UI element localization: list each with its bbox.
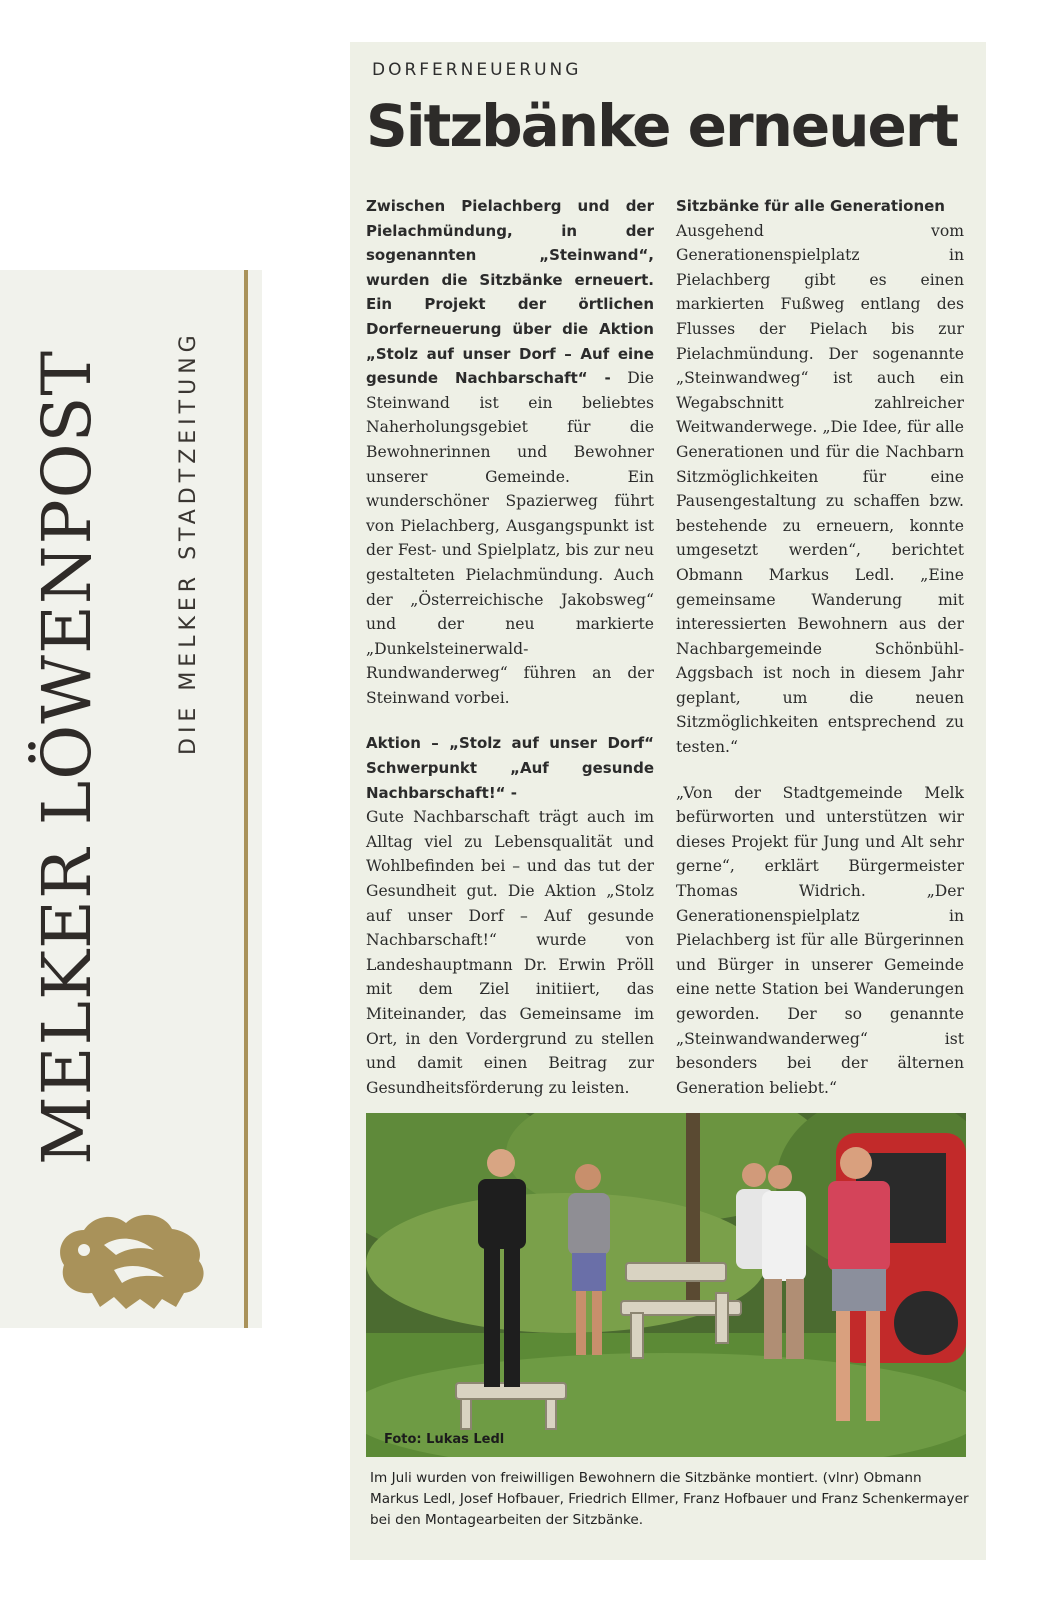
article-paragraph-text: Ausgehend vom Generationenspielplatz in Pielachberg gibt es einen markierten Fußweg entlang des Flusses der Pielach bis zur Pielachmündung. Der sogenannte „Steinwandweg“ ist auch ein Wegabschnitt zahlreicher Weitwanderwege. „Die Idee, für alle Generationen und für die Nachbarn Sitzmöglichkeiten für eine Pausengestaltung zu schaffen bzw. bestehende zu erneuern, konnte umgesetzt werden“, berichtet Obmann Markus Ledl. „Eine gemeinsame Wanderung mit interessierten Bewohnern aus der Nachbargemeinde Schönbühl-Aggsbach ist noch in diesem Jahr geplant, um die neuen Sitzmöglichkeiten entsprechend zu testen.“	[676, 221, 964, 757]
article-photo	[366, 1113, 966, 1457]
article-headline: Sitzbänke erneuert	[366, 92, 958, 160]
article-column-right	[676, 194, 964, 1100]
article-paragraph	[366, 731, 654, 1100]
article-paragraph-text: „Von der Stadtgemeinde Melk befürworten und unterstützen wir dieses Projekt für Jung und Alt sehr gerne“, erklärt Bürgermeister Thomas Widrich. „Der Generationenspielplatz in Pielachberg ist für alle Bürgerinnen und Bürger in unserer Gemeinde eine nette Station bei Wanderungen geworden. Der so genannte „Steinwandwanderweg“ ist besonders bei der älternen Generation beliebt.“	[676, 783, 964, 1097]
article-subheading: Aktion – „Stolz auf unser Dorf“ Schwerpunkt „Auf gesunde Nachbarschaft!“ -	[366, 734, 654, 802]
article-paragraph	[676, 781, 964, 1101]
article-kicker: DORFERNEUERUNG	[372, 60, 582, 80]
article-clipping	[350, 42, 986, 1560]
masthead-gold-rule	[244, 270, 248, 1328]
photo-scene	[366, 1113, 966, 1457]
article-subheading: Sitzbänke für alle Generationen	[676, 197, 945, 215]
lion-icon	[44, 1195, 214, 1315]
article-paragraph-text: Die Steinwand ist ein beliebtes Naherholungsgebiet für die Bewohnerinnen und Bewohner unserer Gemeinde. Ein wunderschöner Spazierweg führt von Pielachberg, Ausgangspunkt ist der Fest- und Spielplatz, bis zur neu gestalteten Pielachmündung. Auch der „Österreichische Jakobsweg“ und der neu markierte „Dunkelsteinerwald-Rundwanderweg“ führen an der Steinwand vorbei.	[366, 369, 654, 707]
article-paragraph-text: Gute Nachbarschaft trägt auch im Alltag viel zu Lebensqualität und Wohlbefinden bei – und das tut der Gesundheit gut. Die Aktion „Stolz auf unser Dorf – Auf gesunde Nachbarschaft!“ wurde von Landeshauptmann Dr. Erwin Pröll mit dem Ziel initiiert, das Miteinander, das Gemeinsame im Ort, in den Vordergrund zu stellen und damit einen Beitrag zur Gesundheitsförderung zu leisten.	[366, 808, 654, 1097]
article-lead: Zwischen Pielachberg und der Pielachmündung, in der sogenannten „Steinwand“, wurden die Sitzbänke erneuert. Ein Projekt der örtlichen Dorferneuerung über die Aktion „Stolz auf unser Dorf – Auf eine gesunde Nachbarschaft“ -	[366, 197, 654, 388]
photo-credit: Foto: Lukas Ledl	[384, 1432, 505, 1447]
article-paragraph	[366, 194, 654, 710]
article-column-left	[366, 194, 654, 1100]
masthead-subtitle: DIE MELKER STADTZEITUNG	[176, 330, 201, 755]
article-paragraph	[676, 194, 964, 760]
masthead-title: MELKER LÖWENPOST	[28, 349, 106, 1165]
photo-caption: Im Juli wurden von freiwilligen Bewohnern die Sitzbänke montiert. (vlnr) Obmann Markus Ledl, Josef Hofbauer, Friedrich Ellmer, Franz Hofbauer und Franz Schenkermayer bei den Montagearbeiten der Sitzbänke.	[370, 1470, 969, 1528]
